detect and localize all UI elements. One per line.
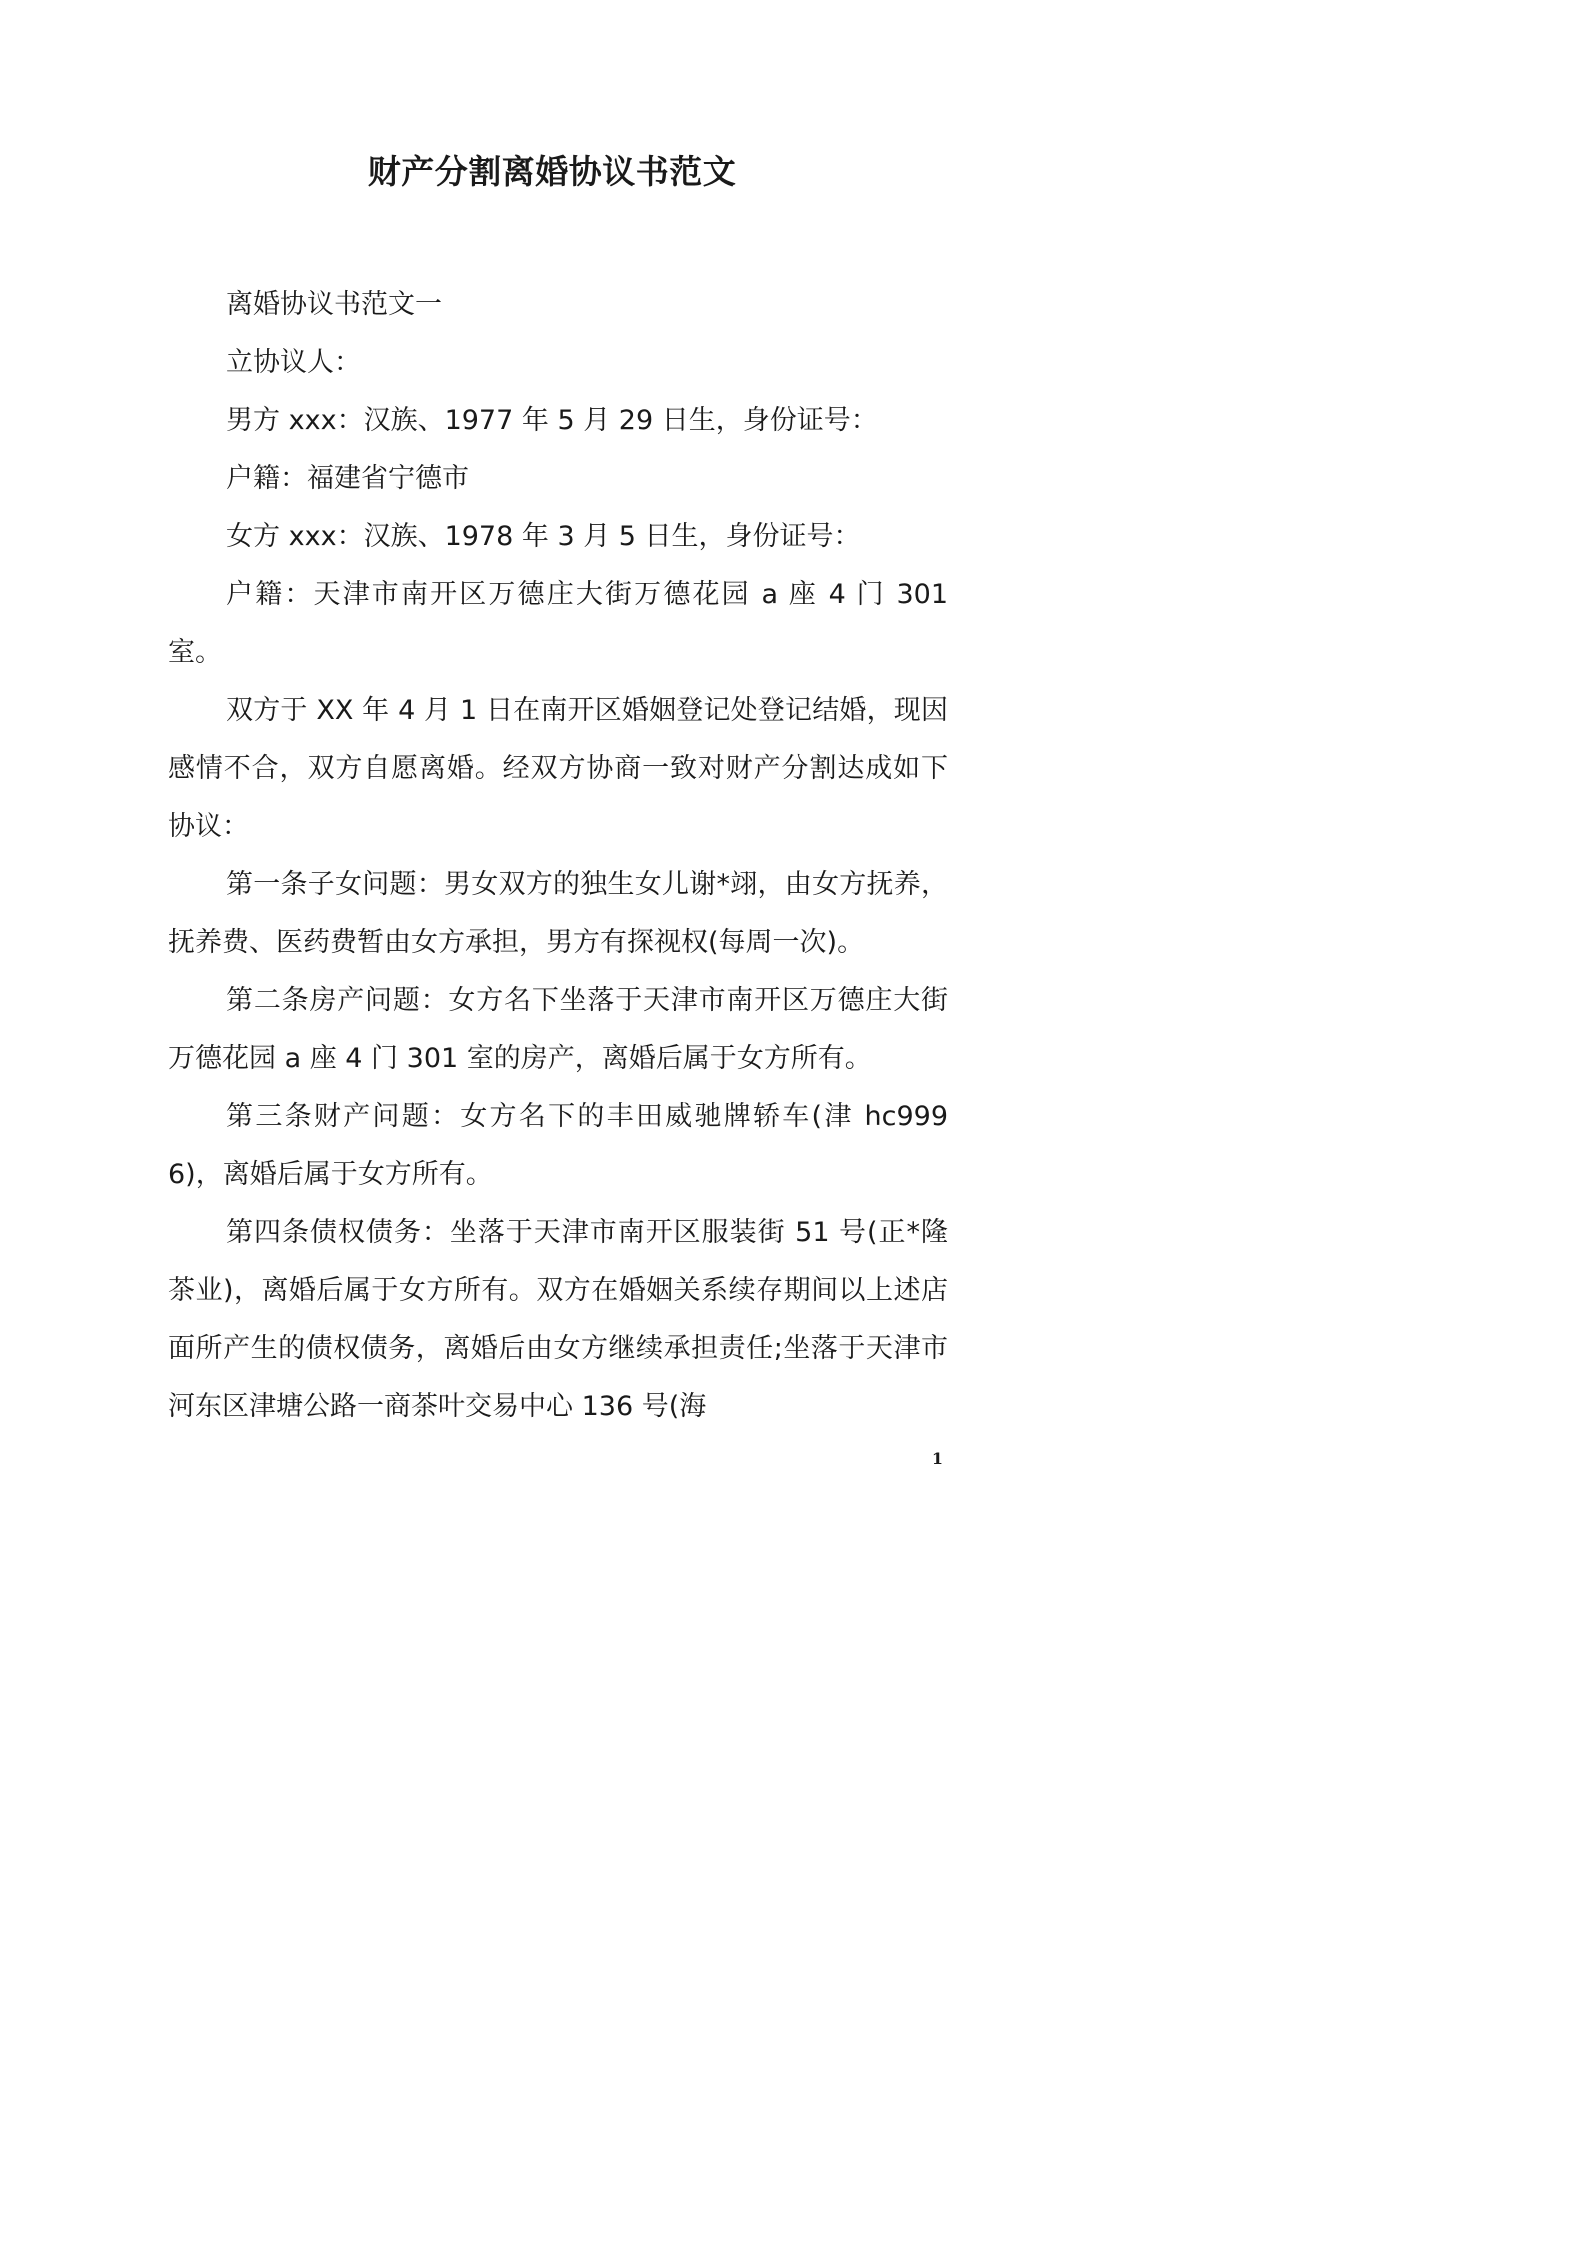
document-page <box>0 0 1104 1562</box>
male-party-residence: 户籍：福建省宁德市 <box>226 463 470 494</box>
female-party-residence: 户籍：天津市南开区万德庄大街万德花园 a 座 4 门 301 室。 <box>168 579 948 668</box>
clause-real-estate: 第二条房产问题：女方名下坐落于天津市南开区万德庄大街万德花园 a 座 4 门 301 室的房产，离婚后属于女方所有。 <box>168 985 948 1074</box>
clause-debts: 第四条债权债务：坐落于天津市南开区服装街 51 号(正*隆茶业)，离婚后属于女方所有。双方在婚姻关系续存期间以上述店面所产生的债权债务，离婚后由女方继续承担责任;坐落于天津市河东区津塘公路一商茶叶交易中心 136 号(海 <box>168 1217 948 1422</box>
section-heading: 离婚协议书范文一 <box>226 289 443 320</box>
parties-label: 立协议人： <box>226 347 362 378</box>
document-body <box>168 276 948 1436</box>
male-party-info: 男方 xxx：汉族、1977 年 5 月 29 日生，身份证号： <box>226 405 878 436</box>
female-party-info: 女方 xxx：汉族、1978 年 3 月 5 日生，身份证号： <box>226 521 861 552</box>
page-number: 1 <box>931 1449 943 1468</box>
document-title: 财产分割离婚协议书范文 <box>367 152 737 191</box>
marriage-statement: 双方于 XX 年 4 月 1 日在南开区婚姻登记处登记结婚，现因感情不合，双方自愿离婚。经双方协商一致对财产分割达成如下协议： <box>168 695 948 842</box>
clause-children: 第一条子女问题：男女双方的独生女儿谢*翊，由女方抚养，抚养费、医药费暂由女方承担，男方有探视权(每周一次)。 <box>168 869 948 958</box>
clause-property: 第三条财产问题：女方名下的丰田威驰牌轿车(津 hc9996)，离婚后属于女方所有。 <box>168 1101 948 1190</box>
